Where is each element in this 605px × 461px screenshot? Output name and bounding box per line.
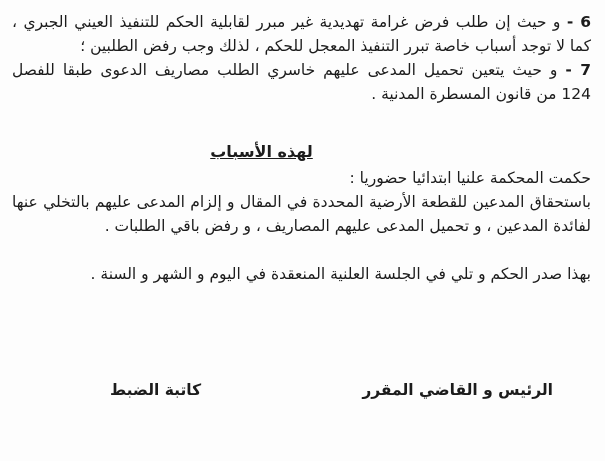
ruling-body: باستحقاق المدعين للقطعة الأرضية المحددة في المقال و إلزام المدعى عليهم بالتخلي عنها لفائدة المدعين ، و تحميل المدعى عليهم المصاريف ، و رفض باقي الطلبات . xyxy=(12,193,591,235)
clerk-signature-label: كاتبة الضبط xyxy=(110,381,202,399)
paragraph-6-text: و حيث إن طلب فرض غرامة تهديدية غير مبرر لقابلية الحكم للتنفيذ العيني الجبري ، كما لا توجد أسباب خاصة تبرر التنفيذ المعجل للحكم ، لذلك وجب رفض الطلبين ؛ xyxy=(12,13,591,55)
document-body xyxy=(12,10,591,286)
paragraph-7-text: و حيث يتعين تحميل المدعى عليهم خاسري الطلب مصاريف الدعوى طبقا للفصل 124 من قانون المسطرة المدنية . xyxy=(12,61,591,103)
closing-statement: بهذا صدر الحكم و تلي في الجلسة العلنية المنعقدة في اليوم و الشهر و السنة . xyxy=(90,265,591,283)
paragraph-7 xyxy=(12,58,591,106)
ruling-intro: حكمت المحكمة علنيا ابتدائيا حضوريا : xyxy=(349,169,591,187)
paragraph-6 xyxy=(12,10,591,58)
section-heading: لهذه الأسباب xyxy=(210,142,313,161)
paragraph-6-number: 6 - xyxy=(566,13,591,31)
president-signature-label: الرئيس و القاضي المقرر xyxy=(362,381,553,399)
signature-line xyxy=(0,381,605,407)
paragraph-7-number: 7 - xyxy=(565,61,591,79)
